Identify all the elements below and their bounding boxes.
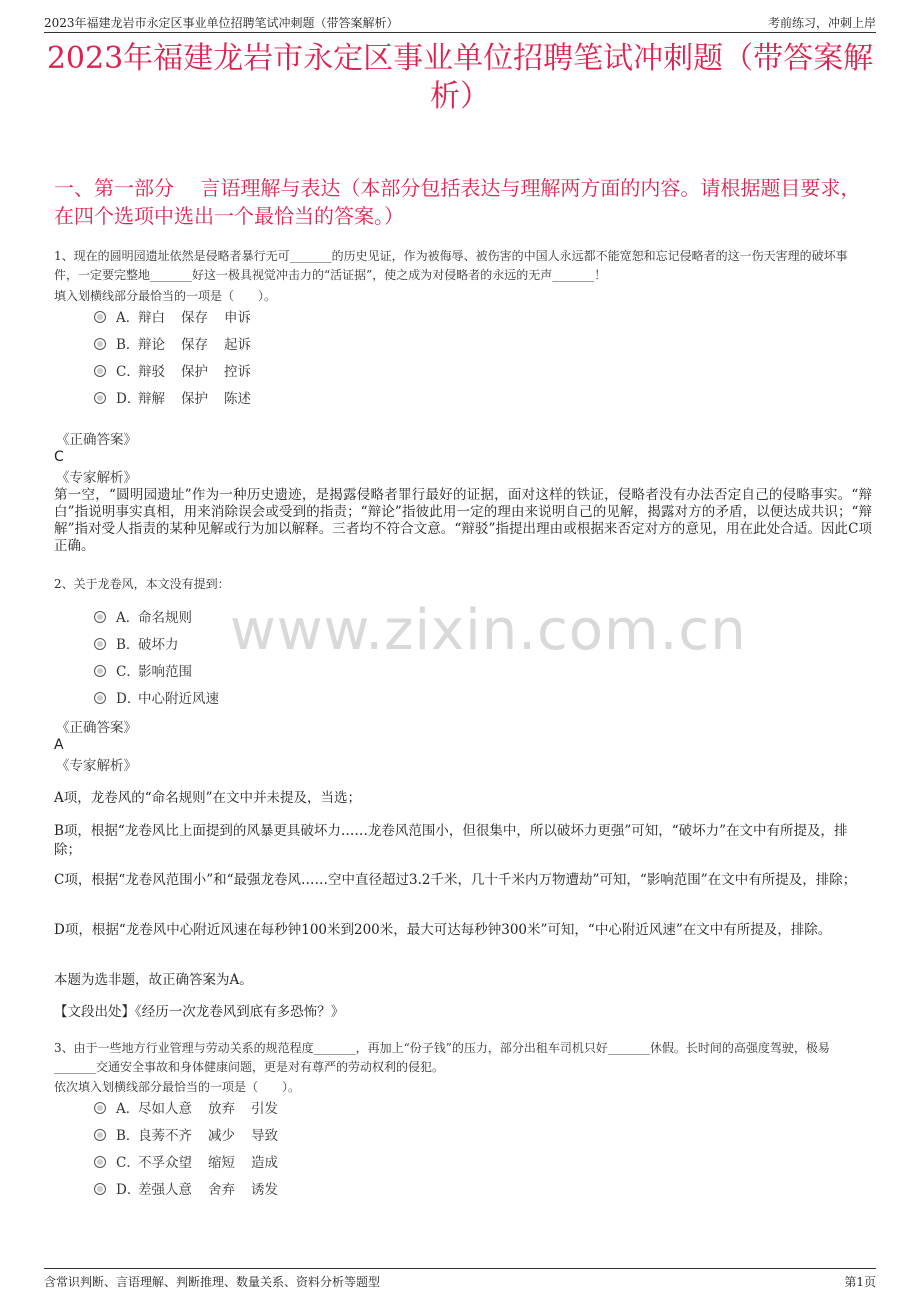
question-3-option-b[interactable]: B．良莠不齐 减少 导致 <box>94 1126 294 1146</box>
question-2-stem: 2、关于龙卷风，本文没有提到： <box>54 577 230 591</box>
question-1-analysis-label: 《专家解析》 <box>56 470 137 486</box>
question-1-prompt: 填入划横线部分最恰当的一项是（ ）。 <box>54 289 277 303</box>
page-footer <box>44 1268 876 1291</box>
radio-icon[interactable] <box>94 392 106 404</box>
question-2-answer-label: 《正确答案》 <box>56 720 137 736</box>
radio-icon[interactable] <box>94 338 106 350</box>
question-3-option-c[interactable]: C．不孚众望 缩短 造成 <box>94 1153 294 1173</box>
question-1-analysis: 第一空，“圆明园遗址”作为一种历史遗迹，是揭露侵略者罪行最好的证据，面对这样的铁证，侵略者没有办法否定自己的侵略事实。“辩白”指说明事实真相，用来消除误会或受到的指责；“辩论”指彼此用一定的理由来说明自己的见解，揭露对方的矛盾，以便达成共识；“辩解”指对受人指责的某种见解或行为加以解释。三者均不符合文意。“辩驳”指提出理由或根据来否定对方的意见，用在此处合适。因此C项正确。 <box>54 487 872 554</box>
watermark: www.zixin.com.cn <box>230 598 747 663</box>
question-1-answer-label: 《正确答案》 <box>56 432 137 448</box>
header-doc-title: 2023年福建龙岩市永定区事业单位招聘笔试冲刺题（带答案解析） <box>44 16 399 30</box>
page-title: 2023年福建龙岩市永定区事业单位招聘笔试冲刺题（带答案解析） <box>46 41 874 114</box>
question-3-option-d[interactable]: D．差强人意 舍弃 诱发 <box>94 1180 294 1200</box>
question-2-conclusion: 本题为选非题，故正确答案为A。 <box>54 972 253 988</box>
question-3-stem: 3、由于一些地方行业管理与劳动关系的规范程度_______，再加上“份子钱”的压力，部分出租车司机只好_______休假。长时间的高强度驾驶，极易_______交通安全事故和身体健康问题，更是对有尊严的劳动权利的侵犯。 <box>54 1041 830 1074</box>
radio-icon[interactable] <box>94 1102 106 1114</box>
radio-icon[interactable] <box>94 1183 106 1195</box>
question-2-answer: A <box>54 737 64 753</box>
question-2-analysis-label: 《专家解析》 <box>56 758 137 774</box>
section-heading: 一、第一部分 言语理解与表达（本部分包括表达与理解两方面的内容。请根据题目要求，在四个选项中选出一个最恰当的答案。） <box>54 176 861 228</box>
question-3-option-a[interactable]: A．尽如人意 放弃 引发 <box>94 1099 294 1119</box>
radio-icon[interactable] <box>94 638 106 650</box>
question-1-stem: 1、现在的圆明园遗址依然是侵略者暴行无可_______的历史见证，作为被侮辱、被伤害的中国人永远都不能宽恕和忘记侵略者的这一伤天害理的破坏事件，一定要完整地_______好这一极具视觉冲击力的“活证据”，使之成为对侵略者的永远的无声_______！ <box>54 249 848 282</box>
question-2-source: 【文段出处】《经历一次龙卷风到底有多恐怖？》 <box>54 1004 345 1020</box>
question-1-answer: C <box>54 449 64 465</box>
question-2-analysis-d: D项，根据“龙卷风中心附近风速在每秒钟100米到200米，最大可达每秒钟300米”可知，“中心附近风速”在文中有所提及，排除。 <box>54 922 832 938</box>
radio-icon[interactable] <box>94 692 106 704</box>
radio-icon[interactable] <box>94 611 106 623</box>
radio-icon[interactable] <box>94 311 106 323</box>
page-number: 第1页 <box>844 1275 876 1289</box>
radio-icon[interactable] <box>94 1156 106 1168</box>
radio-icon[interactable] <box>94 665 106 677</box>
question-2-option-c[interactable]: C．影响范围 <box>94 662 192 682</box>
question-2-analysis-a: A项，龙卷风的“命名规则”在文中并未提及，当选； <box>54 790 362 806</box>
question-2-option-a[interactable]: A．命名规则 <box>94 608 192 628</box>
radio-icon[interactable] <box>94 365 106 377</box>
header-slogan: 考前练习，冲刺上岸 <box>767 16 876 30</box>
question-2-analysis-b: B项，根据“龙卷风比上面提到的风暴更具破坏力……龙卷风范围小，但很集中，所以破坏力更强”可知，“破坏力”在文中有所提及，排除； <box>54 823 848 858</box>
question-2-option-d[interactable]: D．中心附近风速 <box>94 689 219 709</box>
question-3-prompt: 依次填入划横线部分最恰当的一项是（ ）。 <box>54 1080 301 1094</box>
page-header <box>44 10 876 33</box>
question-1-option-a[interactable]: A．辩白 保存 申诉 <box>94 308 267 328</box>
footer-question-types: 含常识判断、言语理解、判断推理、数量关系、资料分析等题型 <box>44 1275 381 1289</box>
question-2-option-b[interactable]: B．破坏力 <box>94 635 179 655</box>
question-1-option-c[interactable]: C．辩驳 保护 控诉 <box>94 362 267 382</box>
radio-icon[interactable] <box>94 1129 106 1141</box>
question-1-option-b[interactable]: B．辩论 保存 起诉 <box>94 335 267 355</box>
question-1-option-d[interactable]: D．辩解 保护 陈述 <box>94 389 267 409</box>
question-2-analysis-c: C项，根据“龙卷风范围小”和“最强龙卷风……空中直径超过3.2千米，几十千米内万物遭劫”可知，“影响范围”在文中有所提及，排除； <box>54 872 857 888</box>
